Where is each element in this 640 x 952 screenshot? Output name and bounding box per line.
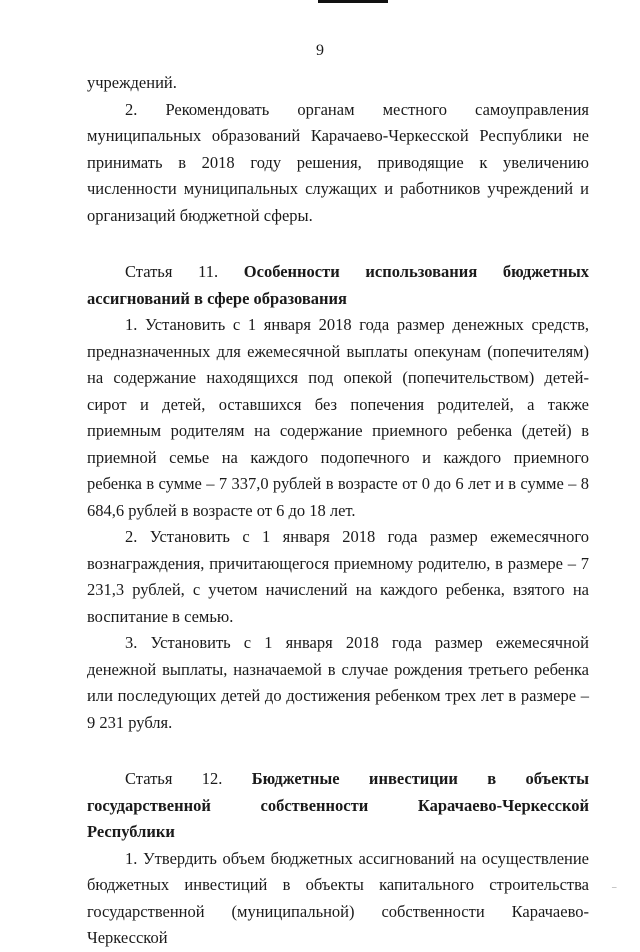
article-11-prefix: Статья 11.: [125, 262, 244, 281]
article-12-prefix: Статья 12.: [125, 769, 252, 788]
article-11-heading: [87, 259, 589, 312]
article-11-title: Особенности использования бюджетных ассигнований в сфере образования: [87, 262, 589, 308]
article-11-item-3: 3. Установить с 1 января 2018 года размер ежемесячной денежной выплаты, назначаемой в случае рождения третьего ребенка или последующих детей до достижения ребенком трех лет в размере – 9 231 рубля.: [87, 633, 589, 732]
article-12-item-1: 1. Утвердить объем бюджетных ассигнований на осуществление бюджетных инвестиций в объекты капитального строительства государственной (муниципальной) собственности Карачаево-Черкесской: [87, 848, 589, 947]
document-body: [87, 70, 589, 952]
paragraph-item-2: 2. Рекомендовать органам местного самоуправления муниципальных образований Карачаево-Черкесской Республики не принимать в 2018 году решения, приводящие к увеличению численности муниципальных служащих и работников учреждений и организаций бюджетной сферы.: [87, 99, 589, 225]
scan-artifact: –: [612, 882, 617, 892]
scan-top-mark: [318, 0, 388, 3]
article-11-item-1: 1. Установить с 1 января 2018 года размер денежных средств, предназначенных для ежемесячной выплаты опекунам (попечителям) на содержание находящихся под опекой (попечительством) детей-сирот и детей, оставшихся без попечения родителей, а также приемным родителям на содержание приемного ребенка (детей) в приемной семье на каждого подопечного и каждого приемного ребенка в сумме – 7 337,0 рублей в возрасте от 0 до 6 лет и в сумме – 8 684,6 рублей в возрасте от 6 до 18 лет.: [87, 315, 589, 520]
paragraph-continuation: учреждений.: [87, 73, 177, 92]
article-11-item-2: 2. Установить с 1 января 2018 года размер ежемесячного вознаграждения, причитающегося приемному родителю, в размере – 7 231,3 рублей, с учетом начислений на каждого ребенка, взятого на воспитание в семью.: [87, 527, 589, 626]
article-12-heading: [87, 766, 589, 846]
page-number: 9: [316, 42, 324, 59]
article-12-title: Бюджетные инвестиции в объекты государственной собственности Карачаево-Черкесской Республики: [87, 769, 589, 841]
